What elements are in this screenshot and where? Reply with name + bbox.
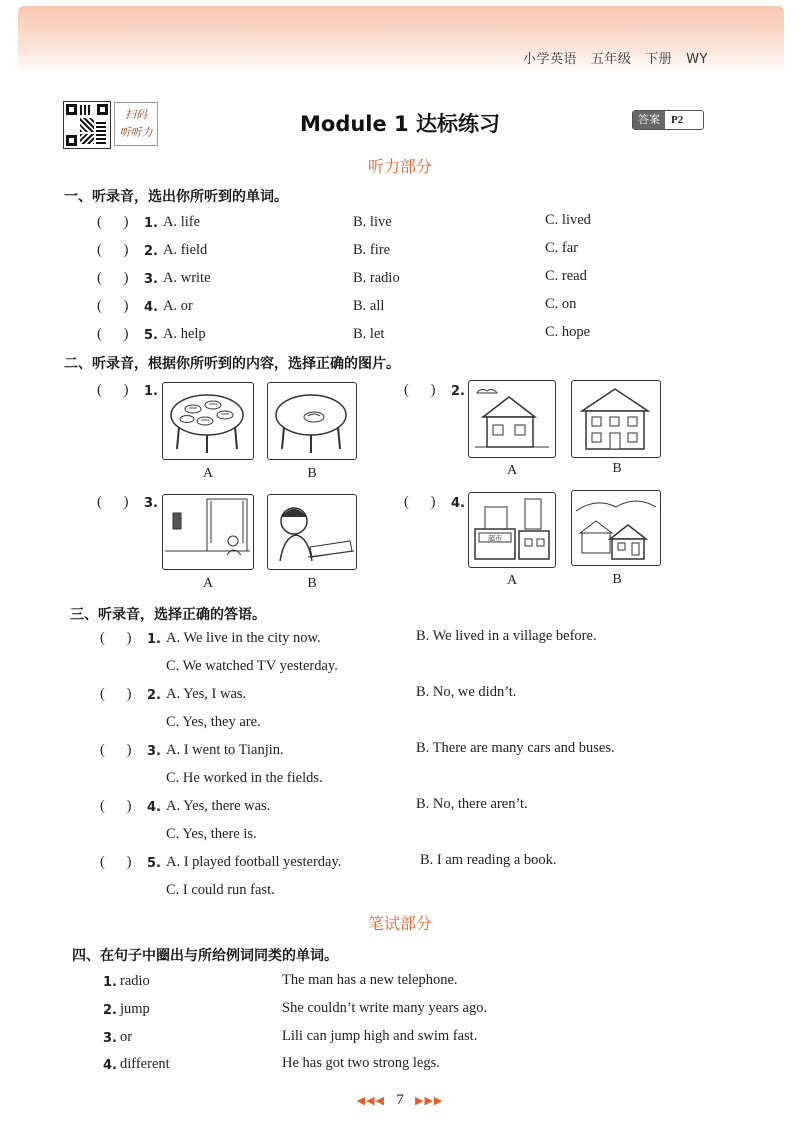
answer-blank[interactable]: ( ) [404,382,436,398]
answer-blank[interactable]: ( ) [100,686,132,702]
answer-blank[interactable]: ( ) [100,854,132,870]
scan-to-listen-label: 扫码 听听力 [114,102,158,146]
answer-blank[interactable]: ( ) [97,326,129,342]
q4-sentence[interactable]: Lili can jump high and swim fast. [282,1028,478,1044]
answer-tag: 答案 [633,111,665,129]
prev-arrows-icon: ◀◀◀ [356,1094,385,1107]
q3-heading: 三、听录音，选择正确的答语。 [70,607,266,623]
table-with-dishes-picture[interactable] [162,382,254,460]
listening-section-heading: 听力部分 [367,157,432,176]
book-info: 小学英语 五年级 下册 WY [523,52,708,67]
answer-blank[interactable]: ( ) [97,270,129,286]
answer-blank[interactable]: ( ) [97,298,129,314]
answer-blank[interactable]: ( ) [100,742,132,758]
q1-heading: 一、听录音，选出你所听到的单词。 [64,189,288,205]
q4-sentence[interactable]: He has got two strong legs. [282,1055,440,1071]
writing-section-heading: 笔试部分 [367,914,432,933]
answer-blank[interactable]: ( ) [97,214,129,230]
q4-sentence[interactable]: She couldn’t write many years ago. [282,1000,488,1016]
room-with-tv-picture[interactable] [162,494,254,570]
answer-blank[interactable]: ( ) [97,382,129,398]
answer-blank[interactable]: ( ) [97,242,129,258]
boy-writing-picture[interactable] [267,494,357,570]
supermarket-sign: 超市 [488,534,502,543]
answer-blank[interactable]: ( ) [100,798,132,814]
page-footer [0,1092,800,1109]
next-arrows-icon: ▶▶▶ [415,1094,444,1107]
answer-badge[interactable] [632,110,704,130]
village-houses-picture[interactable] [571,490,661,566]
answer-page: P2 [671,114,684,126]
answer-blank[interactable]: ( ) [100,630,132,646]
table-with-one-dish-picture[interactable] [267,382,357,460]
page-title: Module 1 达标练习 [300,112,500,136]
q2-heading: 二、听录音，根据你所听到的内容，选择正确的图片。 [64,356,400,372]
small-house-picture[interactable] [468,380,556,458]
answer-blank[interactable]: ( ) [404,494,436,510]
big-house-picture[interactable] [571,380,661,458]
page-number: 7 [396,1092,404,1108]
q4-heading: 四、在句子中圈出与所给例词同类的单词。 [72,948,338,964]
city-supermarket-picture[interactable] [468,492,556,568]
answer-blank[interactable]: ( ) [97,494,129,510]
q4-sentence[interactable]: The man has a new telephone. [282,972,458,988]
